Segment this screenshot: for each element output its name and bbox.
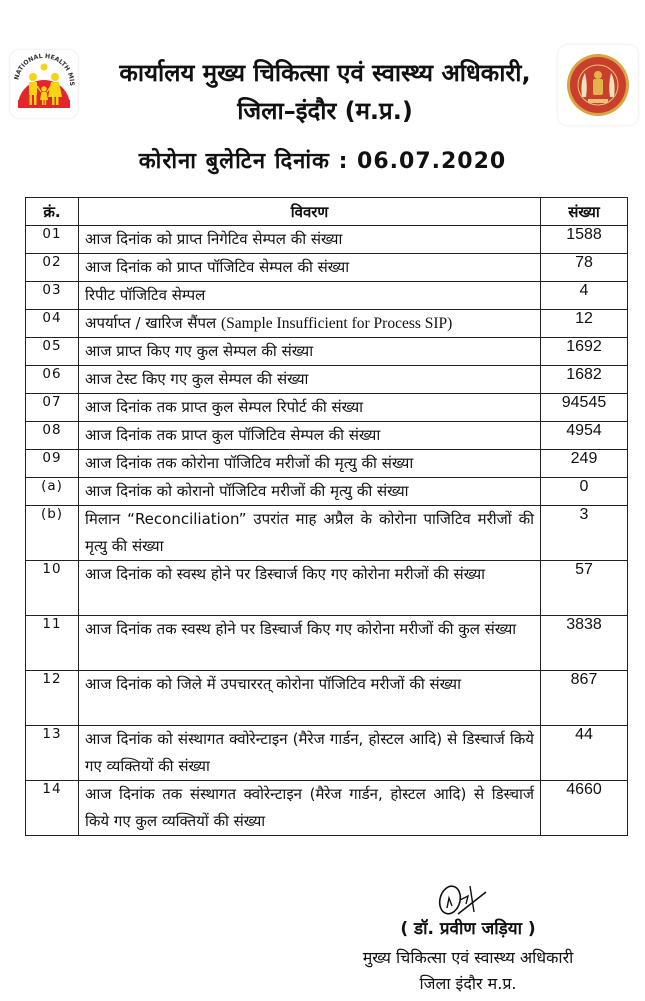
column-header-serial: क्रं. (26, 198, 79, 226)
row-count: 78 (541, 254, 628, 282)
table-row (26, 671, 628, 726)
row-description: आज दिनांक को प्राप्त पॉजिटिव सेम्पल की संख्या (79, 254, 541, 282)
table-row (26, 561, 628, 616)
table-row (26, 394, 628, 422)
nhm-emblem-icon (10, 50, 78, 118)
row-description: आज टेस्ट किए गए कुल सेम्पल की संख्या (79, 366, 541, 394)
row-description: आज दिनांक को स्वस्थ होने पर डिस्चार्ज किए गए कोरोना मरीजों की संख्या (79, 561, 541, 616)
row-serial: 11 (26, 616, 79, 671)
row-serial: 12 (26, 671, 79, 726)
bulletin-title: कोरोना बुलेटिन दिनांक : 06.07.2020 (138, 149, 507, 174)
row-count: 249 (541, 450, 628, 478)
row-description: आज दिनांक तक स्वस्थ होने पर डिस्चार्ज किए गए कोरोना मरीजों की कुल संख्या (79, 616, 541, 671)
row-count: 3838 (541, 616, 628, 671)
row-serial: 03 (26, 282, 79, 310)
row-count: 1682 (541, 366, 628, 394)
table-row (26, 726, 628, 781)
row-count: 0 (541, 478, 628, 506)
table-row (26, 450, 628, 478)
row-serial: 07 (26, 394, 79, 422)
row-description: आज दिनांक तक कोरोना पॉजिटिव मरीजों की मृत्यु की संख्या (79, 450, 541, 478)
row-count: 94545 (541, 394, 628, 422)
column-header-description: विवरण (79, 198, 541, 226)
row-description-english: (Sample Insufficient for Process SIP) (221, 315, 453, 332)
office-title: कार्यालय मुख्य चिकित्सा एवं स्वास्थ्य अधिकारी, (119, 59, 531, 87)
table-row (26, 282, 628, 310)
national-health-mission-logo (10, 50, 78, 118)
row-count: 4954 (541, 422, 628, 450)
row-serial: 01 (26, 226, 79, 254)
row-description: आज दिनांक को जिले में उपचाररत् कोरोना पॉजिटिव मरीजों की संख्या (79, 671, 541, 726)
row-serial: 08 (26, 422, 79, 450)
row-description-hindi: अपर्याप्त / खारिज सैंपल (85, 314, 217, 332)
signatory-designation: मुख्य चिकित्सा एवं स्वास्थ्य अधिकारी (362, 948, 574, 967)
table-row (26, 478, 628, 506)
row-serial: 05 (26, 338, 79, 366)
madhya-pradesh-govt-emblem (558, 45, 638, 125)
handwritten-signature (430, 878, 500, 918)
signatory-place: जिला इंदौर म.प्र. (419, 974, 517, 993)
table-row (26, 338, 628, 366)
row-serial: 02 (26, 254, 79, 282)
row-description: मिलान “Reconciliation” उपरांत माह अप्रैल के कोरोना पाजिटिव मरीजों की मृत्यु की संख्या (79, 506, 541, 561)
table-row (26, 310, 628, 338)
mp-emblem-icon (558, 45, 638, 125)
row-count: 1692 (541, 338, 628, 366)
table-row (26, 366, 628, 394)
row-description: आज दिनांक को प्राप्त निगेटिव सेम्पल की संख्या (79, 226, 541, 254)
row-count: 867 (541, 671, 628, 726)
row-serial: 14 (26, 781, 79, 836)
row-count: 1588 (541, 226, 628, 254)
row-count: 3 (541, 506, 628, 561)
row-count: 57 (541, 561, 628, 616)
row-count: 12 (541, 310, 628, 338)
bulletin-table (25, 197, 628, 836)
row-serial: 04 (26, 310, 79, 338)
row-description: रिपीट पॉजिटिव सेम्पल (79, 282, 541, 310)
table-row (26, 226, 628, 254)
row-description: आज प्राप्त किए गए कुल सेम्पल की संख्या (79, 338, 541, 366)
row-description: आज दिनांक तक प्राप्त कुल सेम्पल रिपोर्ट की संख्या (79, 394, 541, 422)
office-district: जिला–इंदौर (म.प्र.) (237, 97, 413, 125)
table-row (26, 254, 628, 282)
row-count: 4 (541, 282, 628, 310)
row-serial: 10 (26, 561, 79, 616)
row-description: आज दिनांक को संस्थागत क्वोरेन्टाइन (मैरेज गार्डन, होस्टल आदि) से डिस्चार्ज किये गए व्यक्तियों की संख्या (79, 726, 541, 781)
row-serial: 09 (26, 450, 79, 478)
row-description (79, 310, 541, 338)
row-description: आज दिनांक को कोरानो पॉजिटिव मरीजों की मृत्यु की संख्या (79, 478, 541, 506)
row-serial: 06 (26, 366, 79, 394)
row-description: आज दिनांक तक संस्थागत क्वोरेन्टाइन (मैरेज गार्डन, होस्टल आदि) से डिस्चार्ज किये गए कुल व्यक्तियों की संख्या (79, 781, 541, 836)
table-row (26, 616, 628, 671)
row-serial: (b) (26, 506, 79, 561)
column-header-count: संख्या (541, 198, 628, 226)
svg-text:NATIONAL HEALTH MISSION: NATIONAL HEALTH MIS (13, 52, 76, 86)
table-row (26, 422, 628, 450)
row-serial: (a) (26, 478, 79, 506)
row-count: 44 (541, 726, 628, 781)
table-row (26, 781, 628, 836)
row-description: आज दिनांक तक प्राप्त कुल पॉजिटिव सेम्पल की संख्या (79, 422, 541, 450)
row-serial: 13 (26, 726, 79, 781)
table-header-row (26, 198, 628, 226)
table-row (26, 506, 628, 561)
signatory-name: ( डॉ. प्रवीण जड़िया ) (400, 919, 536, 939)
row-count: 4660 (541, 781, 628, 836)
